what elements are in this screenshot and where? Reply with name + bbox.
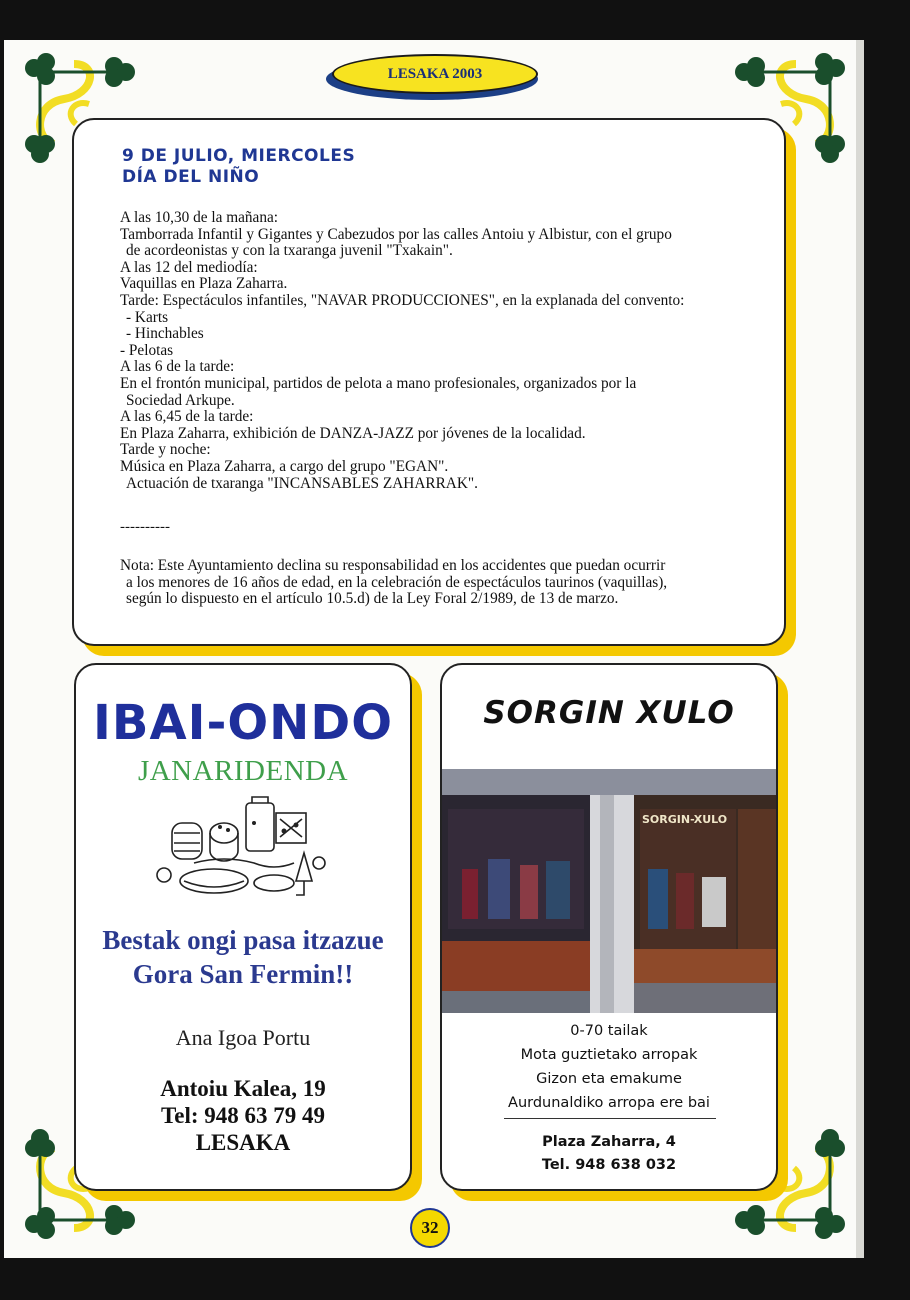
schedule-line: Tarde y noche:	[120, 441, 211, 459]
service-line: Gizon eta emakume	[536, 1071, 682, 1087]
divider	[504, 1118, 716, 1119]
program-schedule	[120, 210, 770, 492]
storefront-photo	[442, 769, 778, 1013]
schedule-line: A las 6 de la tarde:	[120, 358, 235, 376]
address: Plaza Zaharra, 4	[542, 1134, 676, 1150]
phone: Tel: 948 63 79 49	[161, 1103, 325, 1128]
note-line: a los menores de 16 años de edad, en la celebración de espectáculos taurinos (vaquillas),	[126, 573, 668, 591]
ad-right-contact	[442, 1131, 776, 1177]
ad-left-subtitle: JANARIDENDA	[137, 755, 349, 787]
separator: ----------	[120, 519, 170, 535]
schedule-line: Tamborrada Infantil y Gigantes y Cabezudos por las calles Antoiu y Albistur, con el grupo	[120, 225, 672, 243]
town: LESAKA	[195, 1130, 291, 1155]
ad-right-brand: SORGIN XULO	[483, 695, 735, 731]
schedule-line: - Pelotas	[120, 341, 174, 359]
schedule-line: A las 6,45 de la tarde:	[120, 408, 254, 426]
schedule-line: - Karts	[126, 308, 169, 326]
schedule-line: de acordeonistas y con la txaranga juvenil "Txakain".	[126, 242, 453, 260]
ad-right-services	[442, 1019, 776, 1115]
schedule-line: En el frontón municipal, partidos de pelota a mano profesionales, organizados por la	[120, 374, 637, 392]
ad-sorgin-xulo	[440, 663, 778, 1191]
schedule-line: - Hinchables	[126, 325, 204, 343]
service-line: Aurdunaldiko arropa ere bai	[508, 1095, 710, 1111]
schedule-line: En Plaza Zaharra, exhibición de DANZA-JAZZ por jóvenes de la localidad.	[120, 424, 586, 442]
page-edge	[856, 40, 864, 1258]
address: Antoiu Kalea, 19	[160, 1076, 326, 1101]
legal-note	[120, 558, 667, 608]
phone: Tel. 948 638 032	[541, 1157, 677, 1173]
slogan-line: Bestak ongi pasa itzazue	[102, 925, 384, 955]
note-line: Nota: Este Ayuntamiento declina su responsabilidad en los accidentes que puedan ocurrir	[120, 557, 666, 574]
page-number: 32	[410, 1208, 450, 1248]
program-date-title: 9 DE JULIO, MIERCOLES	[122, 146, 356, 166]
program-box	[72, 118, 786, 646]
service-line: Mota guztietako arropak	[520, 1047, 698, 1063]
schedule-line: A las 10,30 de la mañana:	[120, 209, 279, 226]
note-line: según lo dispuesto en el artículo 10.5.d) de la Ley Foral 2/1989, de 13 de marzo.	[126, 590, 619, 608]
schedule-line: Actuación de txaranga "INCANSABLES ZAHARRAK".	[126, 474, 478, 492]
schedule-line: Vaquillas en Plaza Zaharra.	[120, 275, 288, 293]
ad-left-slogan	[76, 923, 410, 991]
program-day-title: DÍA DEL NIÑO	[122, 167, 260, 187]
ad-left-brand: IBAI-ONDO	[93, 695, 393, 751]
ad-ibai-ondo	[74, 663, 412, 1191]
schedule-line: Sociedad Arkupe.	[126, 391, 235, 409]
groceries-illustration-icon	[154, 793, 329, 901]
schedule-line: Tarde: Espectáculos infantiles, "NAVAR PRODUCCIONES", en la explanada del convento:	[120, 291, 685, 309]
schedule-line: A las 12 del mediodía:	[120, 258, 258, 276]
header-title: LESAKA 2003	[332, 54, 538, 94]
ad-left-owner: Ana Igoa Portu	[175, 1025, 311, 1050]
service-line: 0-70 tailak	[570, 1023, 648, 1039]
photo-sign-text: SORGIN-XULO	[642, 813, 728, 826]
ad-left-contact	[76, 1075, 410, 1156]
schedule-line: Música en Plaza Zaharra, a cargo del grupo "EGAN".	[120, 457, 449, 475]
slogan-line: Gora San Fermin!!	[132, 959, 354, 989]
